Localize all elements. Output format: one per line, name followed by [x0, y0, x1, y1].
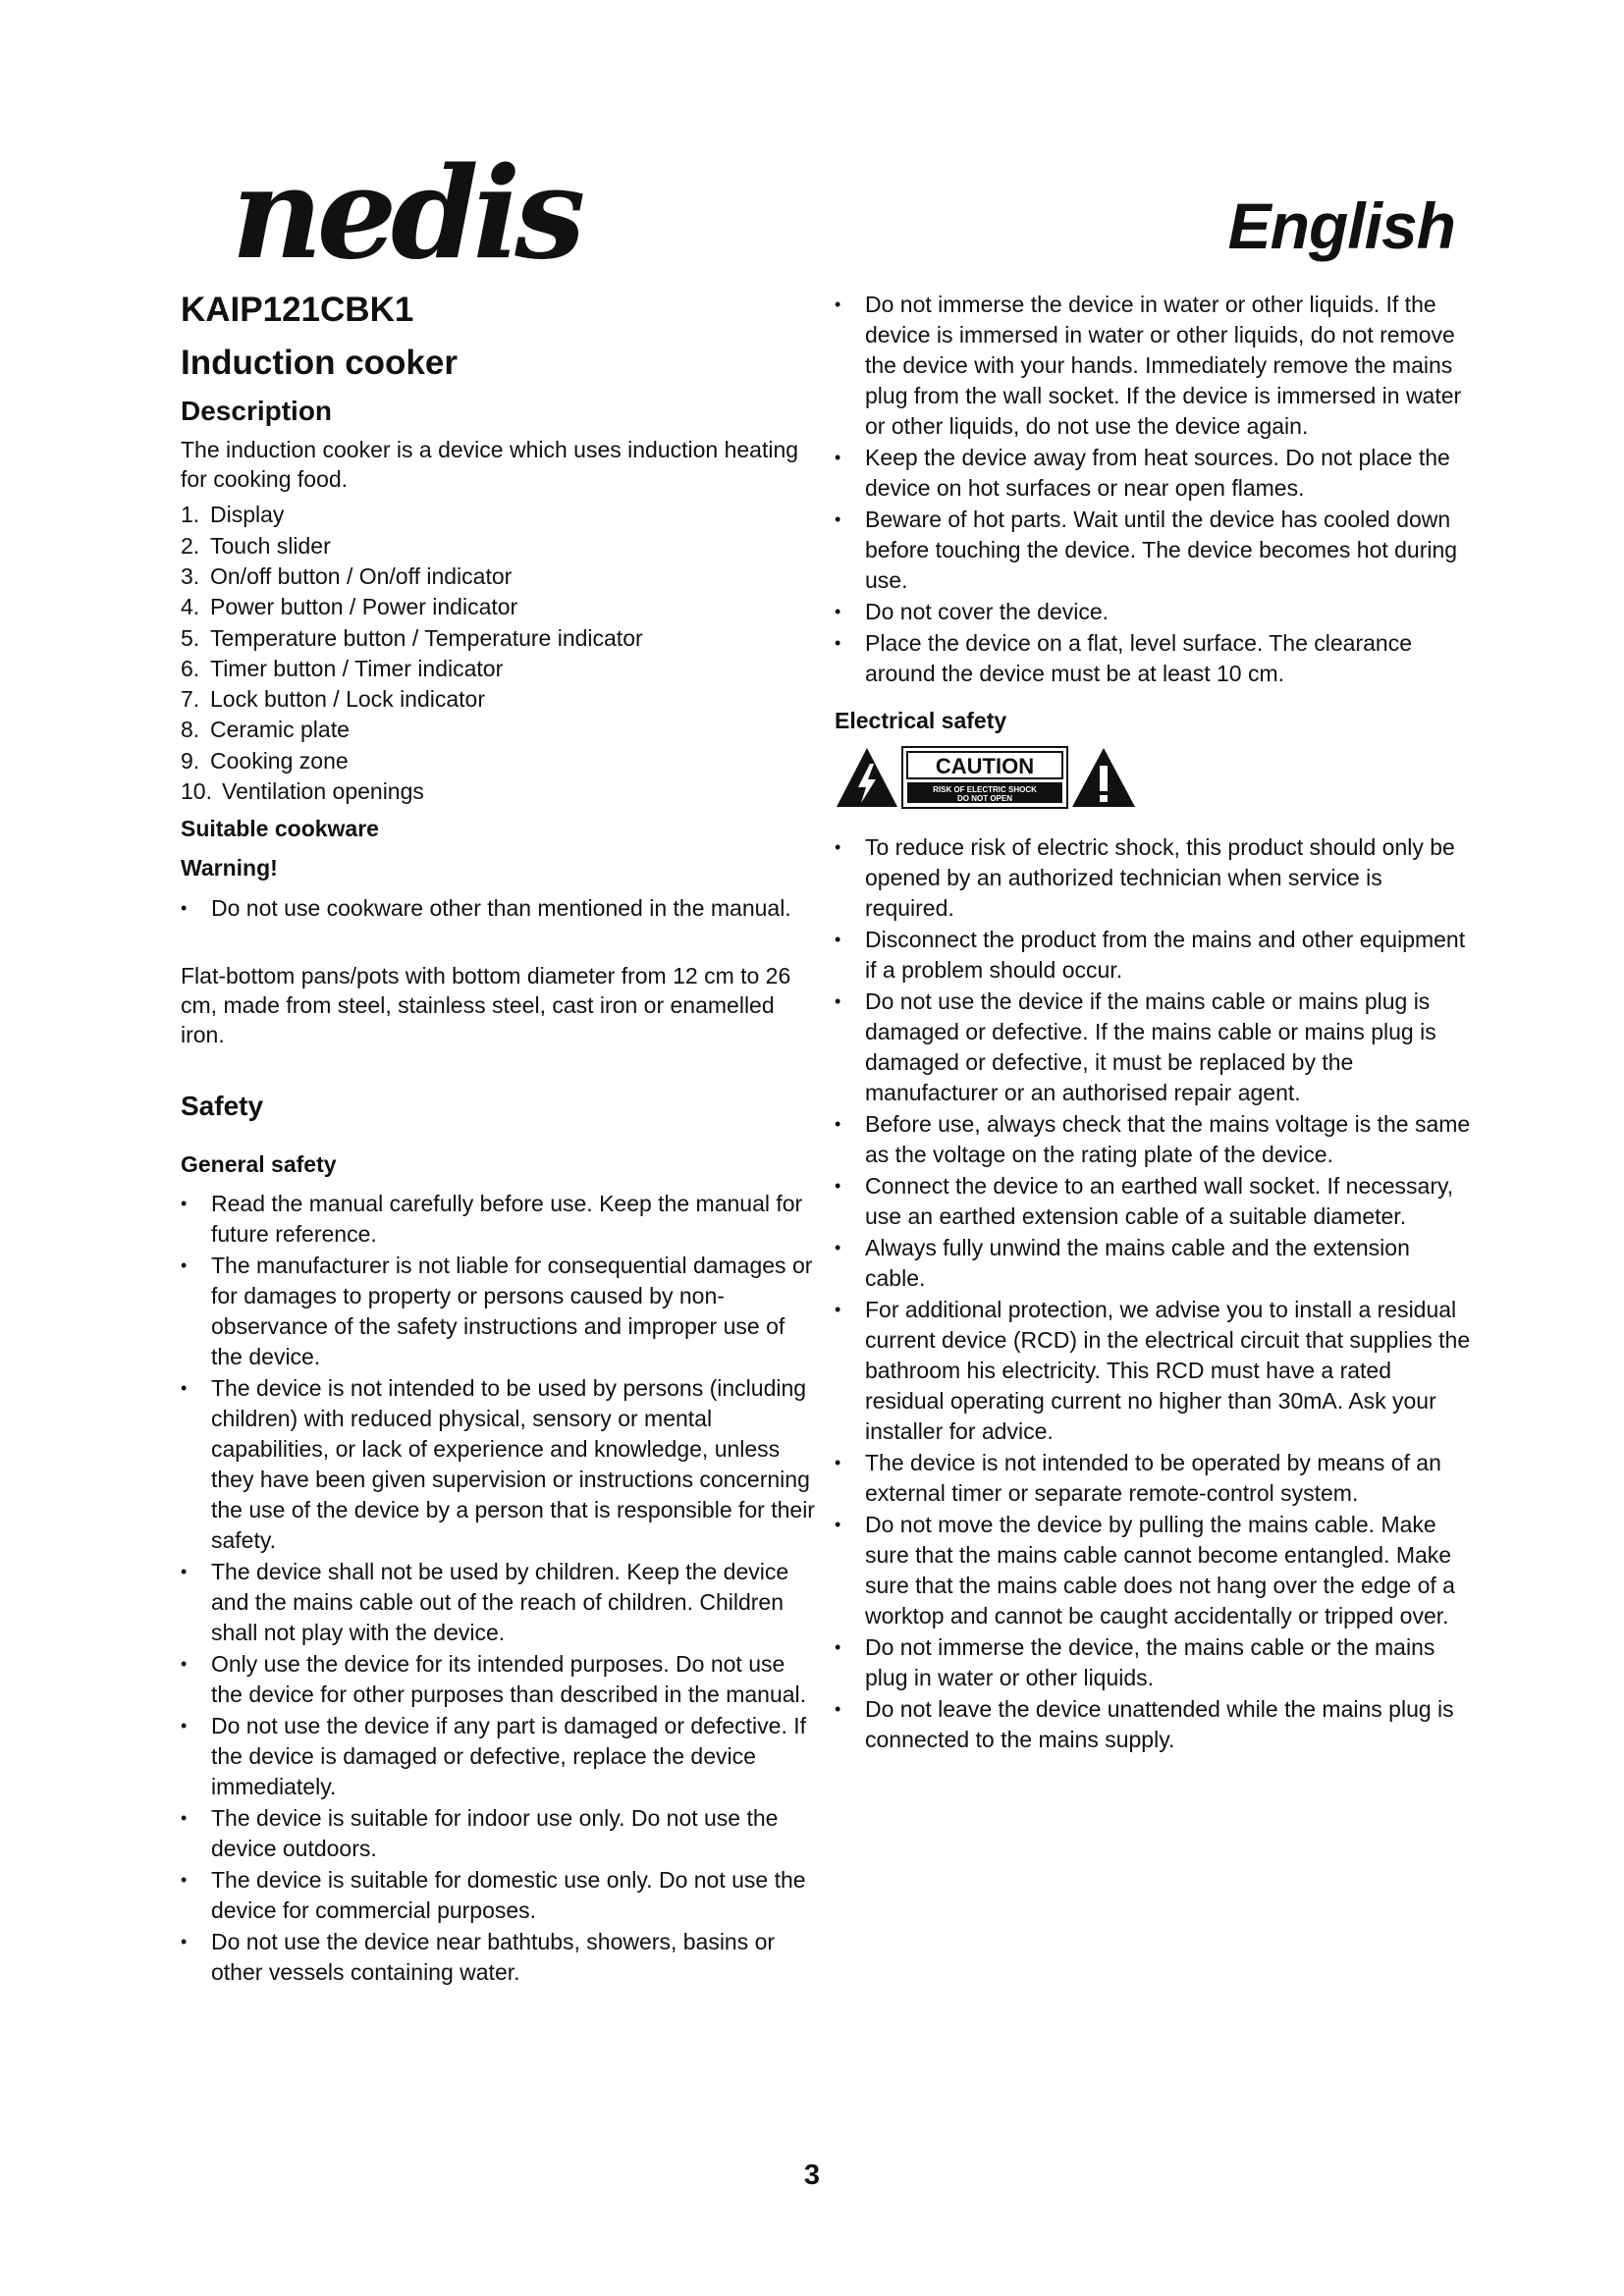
parts-list — [181, 500, 819, 807]
list-item: • The device is not intended to be operated by means of an external timer or separate remote-control system. — [835, 1448, 1473, 1509]
list-item: • Do not immerse the device, the mains cable or the mains plug in water or other liquids. — [835, 1632, 1473, 1693]
list-item: • Do not immerse the device in water or other liquids. If the device is immersed in water or other liquids, do not remove the device with your hands. Immediately remove the mains plug from the wall socket. If the device is immersed in water or other liquids, do not use the device again. — [835, 290, 1473, 442]
cookware-heading: Suitable cookware — [181, 816, 379, 842]
general-safety-list-continued — [835, 290, 1473, 689]
cookware-text: Flat-bottom pans/pots with bottom diameter from 12 cm to 26 cm, made from steel, stainless steel, cast iron or enamelled iron. — [181, 963, 791, 1048]
list-item: • The device is suitable for indoor use only. Do not use the device outdoors. — [181, 1803, 819, 1864]
list-item: • Do not use the device if any part is damaged or defective. If the device is damaged or defective, replace the device immediately. — [181, 1711, 819, 1802]
general-safety-list — [181, 1189, 819, 1988]
product-title: Induction cooker — [181, 344, 458, 382]
electric-shock-warning-icon — [835, 746, 899, 809]
description-text: The induction cooker is a device which uses induction heating for cooking food. — [181, 437, 799, 493]
parts-item: 5. Temperature button / Temperature indicator — [181, 624, 643, 651]
list-item: • Do not use the device if the mains cable or mains plug is damaged or defective. If the mains cable or mains plug is damaged or defective, it must be replaced by the manufacturer or an authorised repair agent. — [835, 987, 1473, 1108]
caution-subtext-1: RISK OF ELECTRIC SHOCK — [933, 784, 1037, 794]
parts-item: 3. On/off button / On/off indicator — [181, 562, 513, 589]
list-item: • Do not move the device by pulling the mains cable. Make sure that the mains cable cannot become entangled. Make sure that the mains cable does not hang over the edge of a worktop and cannot be caught accidentally or tripped over. — [835, 1510, 1473, 1631]
list-item: • Do not use cookware other than mentioned in the manual. — [181, 893, 819, 924]
list-item: • Only use the device for its intended purposes. Do not use the device for other purposes than described in the manual. — [181, 1649, 819, 1710]
electrical-safety-list — [835, 832, 1473, 1755]
parts-item: 2. Touch slider — [181, 532, 331, 559]
exclamation-warning-icon — [1070, 746, 1137, 809]
electrical-safety-heading: Electrical safety — [835, 708, 1007, 733]
safety-heading: Safety — [181, 1091, 264, 1122]
list-item: • Read the manual carefully before use. Keep the manual for future reference. — [181, 1189, 819, 1250]
caution-subtext-2: DO NOT OPEN — [956, 793, 1013, 803]
language-label: English — [1227, 189, 1455, 262]
list-item: • To reduce risk of electric shock, this product should only be opened by an authorized technician when service is required. — [835, 832, 1473, 924]
list-item: • Do not use the device near bathtubs, showers, basins or other vessels containing water. — [181, 1927, 819, 1988]
page-number: 3 — [803, 2160, 821, 2191]
list-item: • The manufacturer is not liable for consequential damages or for damages to property or persons caused by non-observance of the safety instructions and improper use of the device. — [181, 1251, 819, 1372]
description-heading: Description — [181, 396, 333, 426]
caution-label-graphic — [835, 746, 1473, 809]
left-column — [181, 290, 819, 1994]
warning-list — [181, 893, 819, 924]
list-item: • Do not cover the device. — [835, 597, 1473, 627]
list-item: • Always fully unwind the mains cable and the extension cable. — [835, 1233, 1473, 1294]
warning-heading: Warning! — [181, 855, 278, 881]
list-item: • The device is suitable for domestic use only. Do not use the device for commercial purposes. — [181, 1865, 819, 1926]
list-item: • Keep the device away from heat sources. Do not place the device on hot surfaces or near open flames. — [835, 443, 1473, 504]
caution-text: CAUTION — [935, 753, 1035, 778]
right-column — [835, 290, 1473, 1761]
parts-item: 6. Timer button / Timer indicator — [181, 655, 504, 681]
list-item: • Beware of hot parts. Wait until the device has cooled down before touching the device. The device becomes hot during use. — [835, 505, 1473, 596]
list-item: • The device is not intended to be used by persons (including children) with reduced physical, sensory or mental capabilities, or lack of experience and knowledge, unless they have been given supervision or instructions concerning the use of the device by a person that is responsible for their safety. — [181, 1373, 819, 1556]
list-item: • Disconnect the product from the mains and other equipment if a problem should occur. — [835, 925, 1473, 986]
parts-item: 7. Lock button / Lock indicator — [181, 686, 485, 713]
logo-text: nedis — [231, 147, 580, 280]
list-item: • The device shall not be used by children. Keep the device and the mains cable out of the reach of children. Children shall not play with the device. — [181, 1557, 819, 1648]
list-item: • Do not leave the device unattended while the mains plug is connected to the mains supply. — [835, 1694, 1473, 1755]
list-item: • Before use, always check that the mains voltage is the same as the voltage on the rating plate of the device. — [835, 1109, 1473, 1170]
parts-item: 8. Ceramic plate — [181, 717, 350, 743]
parts-item: 4. Power button / Power indicator — [181, 594, 518, 620]
list-item: • Connect the device to an earthed wall socket. If necessary, use an earthed extension cable of a suitable diameter. — [835, 1171, 1473, 1232]
list-item: • Place the device on a flat, level surface. The clearance around the device must be at least 10 cm. — [835, 628, 1473, 689]
list-item: • For additional protection, we advise you to install a residual current device (RCD) in the electrical circuit that supplies the bathroom his electricity. This RCD must have a rated residual operating current no higher than 30mA. Ask your installer for advice. — [835, 1295, 1473, 1447]
model-number: KAIP121CBK1 — [181, 291, 414, 329]
nedis-logo — [175, 147, 636, 280]
parts-item: 10. Ventilation openings — [181, 778, 424, 805]
caution-box — [901, 746, 1068, 809]
parts-item: 1. Display — [181, 502, 285, 528]
parts-item: 9. Cooking zone — [181, 747, 349, 774]
general-safety-heading: General safety — [181, 1150, 337, 1177]
